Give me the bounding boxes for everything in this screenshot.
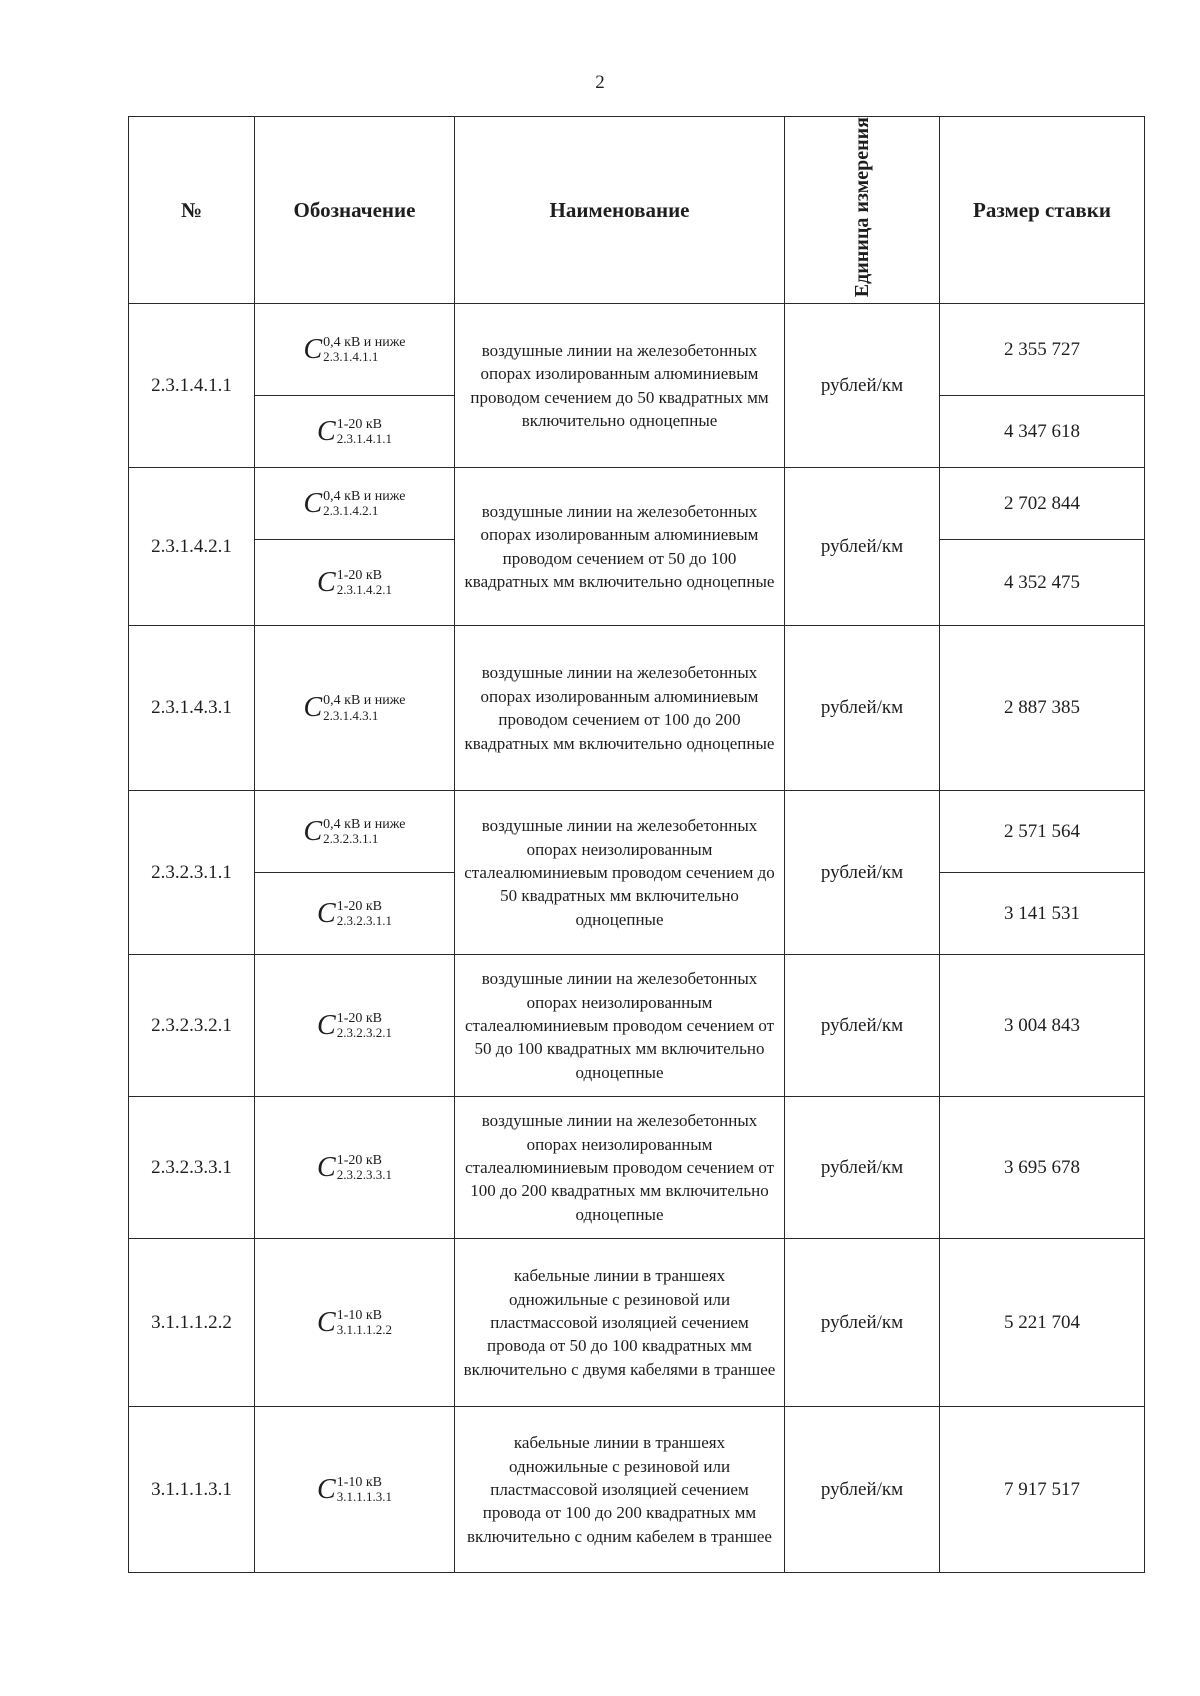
unit-cell: рублей/км bbox=[785, 791, 940, 955]
name-cell: воздушные линии на железобетонных опорах неизолированным сталеалюминиевым проводом сечением от 50 до 100 квадратных мм включительно одноцепные bbox=[455, 955, 785, 1097]
designation-cell bbox=[255, 304, 455, 396]
page-number: 2 bbox=[595, 72, 605, 93]
designation-code: 2.3.2.3.2.1 bbox=[336, 1025, 392, 1041]
designation-letter: C bbox=[317, 566, 336, 598]
rate-cell: 3 141 531 bbox=[940, 873, 1145, 955]
unit-cell: рублей/км bbox=[785, 1239, 940, 1407]
designation-voltage: 0,4 кВ и ниже bbox=[323, 334, 406, 350]
designation-cell bbox=[255, 540, 455, 626]
name-cell: воздушные линии на железобетонных опорах неизолированным сталеалюминиевым проводом сечением до 50 квадратных мм включительно одноцепные bbox=[455, 791, 785, 955]
designation-formula bbox=[303, 333, 406, 365]
designation-voltage: 1-10 кВ bbox=[336, 1474, 383, 1490]
designation-letter: C bbox=[317, 897, 336, 929]
header-name: Наименование bbox=[455, 117, 785, 304]
designation-voltage: 1-10 кВ bbox=[336, 1307, 383, 1323]
table-row bbox=[129, 1239, 1145, 1407]
designation-letter: C bbox=[317, 1473, 336, 1505]
rate-cell: 2 571 564 bbox=[940, 791, 1145, 873]
name-cell: воздушные линии на железобетонных опорах изолированным алюминиевым проводом сечением от 100 до 200 квадратных мм включительно одноцепные bbox=[455, 626, 785, 791]
unit-cell: рублей/км bbox=[785, 1097, 940, 1239]
designation-code: 2.3.2.3.3.1 bbox=[336, 1167, 392, 1183]
unit-cell: рублей/км bbox=[785, 304, 940, 468]
table-row bbox=[129, 304, 1145, 396]
table-row bbox=[129, 1097, 1145, 1239]
designation-code: 2.3.2.3.1.1 bbox=[323, 831, 379, 847]
designation-cell bbox=[255, 1097, 455, 1239]
row-number: 3.1.1.1.2.2 bbox=[129, 1239, 255, 1407]
designation-formula bbox=[317, 1151, 392, 1183]
designation-code: 3.1.1.1.2.2 bbox=[336, 1322, 392, 1338]
designation-voltage: 1-20 кВ bbox=[336, 898, 383, 914]
designation-cell bbox=[255, 1239, 455, 1407]
table-row bbox=[129, 1407, 1145, 1573]
designation-voltage: 1-20 кВ bbox=[336, 1152, 383, 1168]
designation-cell bbox=[255, 468, 455, 540]
designation-letter: C bbox=[317, 1009, 336, 1041]
name-cell: воздушные линии на железобетонных опорах неизолированным сталеалюминиевым проводом сечением от 100 до 200 квадратных мм включительно одноцепные bbox=[455, 1097, 785, 1239]
designation-letter: C bbox=[303, 487, 323, 519]
row-number: 2.3.2.3.2.1 bbox=[129, 955, 255, 1097]
table-row bbox=[129, 626, 1145, 791]
rate-cell: 3 004 843 bbox=[940, 955, 1145, 1097]
designation-formula bbox=[317, 1009, 392, 1041]
row-number: 2.3.1.4.2.1 bbox=[129, 468, 255, 626]
rate-cell: 4 347 618 bbox=[940, 396, 1145, 468]
designation-code: 2.3.1.4.2.1 bbox=[336, 582, 392, 598]
name-cell: кабельные линии в траншеях одножильные с резиновой или пластмассовой изоляцией сечением провода от 50 до 100 квадратных мм включительно с двумя кабелями в траншее bbox=[455, 1239, 785, 1407]
designation-cell bbox=[255, 396, 455, 468]
name-cell: воздушные линии на железобетонных опорах изолированным алюминиевым проводом сечением до 50 квадратных мм включительно одноцепные bbox=[455, 304, 785, 468]
unit-cell: рублей/км bbox=[785, 1407, 940, 1573]
table-row bbox=[129, 468, 1145, 540]
designation-letter: C bbox=[317, 1151, 336, 1183]
designation-formula bbox=[303, 694, 405, 722]
header-num: № bbox=[129, 117, 255, 304]
rate-cell: 5 221 704 bbox=[940, 1239, 1145, 1407]
unit-cell: рублей/км bbox=[785, 955, 940, 1097]
table-row bbox=[129, 955, 1145, 1097]
designation-formula bbox=[303, 815, 406, 847]
rate-cell: 4 352 475 bbox=[940, 540, 1145, 626]
rate-cell: 7 917 517 bbox=[940, 1407, 1145, 1573]
unit-cell: рублей/км bbox=[785, 468, 940, 626]
designation-voltage: 0,4 кВ и ниже bbox=[323, 693, 406, 709]
table-body bbox=[129, 304, 1145, 1573]
designation-letter: C bbox=[303, 815, 323, 847]
designation-code: 2.3.1.4.1.1 bbox=[323, 349, 379, 365]
rate-cell: 2 355 727 bbox=[940, 304, 1145, 396]
designation-formula bbox=[317, 566, 392, 598]
designation-letter: C bbox=[317, 415, 336, 447]
designation-code: 2.3.1.4.1.1 bbox=[336, 431, 392, 447]
designation-letter: C bbox=[303, 692, 323, 724]
row-number: 2.3.1.4.1.1 bbox=[129, 304, 255, 468]
designation-formula bbox=[317, 1306, 392, 1338]
header-unit: Единица измерения bbox=[785, 117, 940, 304]
designation-code: 2.3.2.3.1.1 bbox=[336, 913, 392, 929]
designation-cell bbox=[255, 1407, 455, 1573]
rates-table bbox=[128, 116, 1145, 1573]
designation-formula bbox=[317, 1473, 392, 1505]
designation-letter: C bbox=[303, 333, 323, 365]
rate-cell: 2 702 844 bbox=[940, 468, 1145, 540]
designation-code: 3.1.1.1.3.1 bbox=[336, 1489, 392, 1505]
designation-voltage: 1-20 кВ bbox=[336, 567, 383, 583]
designation-code: 2.3.1.4.2.1 bbox=[323, 503, 379, 519]
designation-formula bbox=[317, 897, 392, 929]
designation-cell bbox=[255, 626, 455, 791]
designation-voltage: 1-20 кВ bbox=[336, 416, 383, 432]
row-number: 2.3.2.3.1.1 bbox=[129, 791, 255, 955]
table-row bbox=[129, 791, 1145, 873]
designation-cell bbox=[255, 955, 455, 1097]
header-designation: Обозначение bbox=[255, 117, 455, 304]
designation-letter: C bbox=[317, 1306, 336, 1338]
header-rate: Размер ставки bbox=[940, 117, 1145, 304]
designation-formula bbox=[303, 487, 406, 519]
designation-voltage: 1-20 кВ bbox=[336, 1010, 383, 1026]
designation-code: 2.3.1.4.3.1 bbox=[323, 707, 379, 723]
designation-cell bbox=[255, 873, 455, 955]
rate-cell: 3 695 678 bbox=[940, 1097, 1145, 1239]
designation-cell bbox=[255, 791, 455, 873]
name-cell: кабельные линии в траншеях одножильные с резиновой или пластмассовой изоляцией сечением провода от 100 до 200 квадратных мм включительно с одним кабелем в траншее bbox=[455, 1407, 785, 1573]
name-cell: воздушные линии на железобетонных опорах изолированным алюминиевым проводом сечением от 50 до 100 квадратных мм включительно одноцепные bbox=[455, 468, 785, 626]
unit-cell: рублей/км bbox=[785, 626, 940, 791]
row-number: 3.1.1.1.3.1 bbox=[129, 1407, 255, 1573]
rate-cell: 2 887 385 bbox=[940, 626, 1145, 791]
designation-voltage: 0,4 кВ и ниже bbox=[323, 816, 406, 832]
designation-voltage: 0,4 кВ и ниже bbox=[323, 488, 406, 504]
row-number: 2.3.2.3.3.1 bbox=[129, 1097, 255, 1239]
row-number: 2.3.1.4.3.1 bbox=[129, 626, 255, 791]
header-row bbox=[129, 117, 1145, 304]
designation-formula bbox=[317, 415, 392, 447]
